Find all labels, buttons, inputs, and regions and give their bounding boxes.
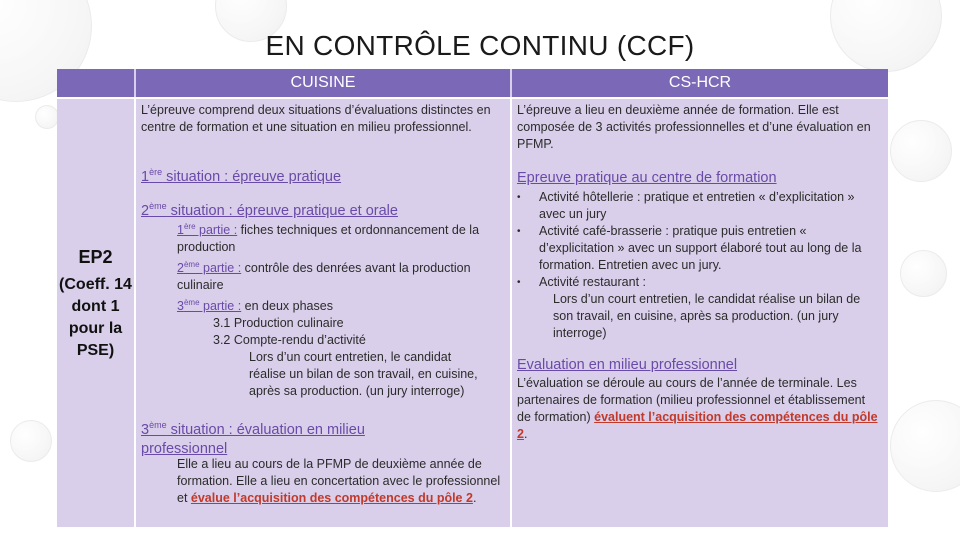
decor-bubble — [890, 120, 952, 182]
cuisine-situation-1: 1ère situation : épreuve pratique — [141, 167, 342, 185]
part-3-detail: Lors d’un court entretien, le candidat réalise un bilan de son travail, en cuisine, après sa production. (un jury interroge) — [249, 350, 478, 399]
decor-bubble — [10, 420, 52, 462]
header-cuisine: CUISINE — [136, 69, 510, 97]
cshcr-heading-2: Evaluation en milieu professionnel — [517, 357, 738, 373]
ep2-name: EP2 — [78, 247, 113, 267]
list-item: • Activité restaurant : Lors d’un court entretien, le candidat réalise un bilan de son travail, en cuisine, après sa production. (un jury interroge) — [517, 275, 861, 340]
column-divider — [510, 97, 512, 527]
ep2-coeff: (Coeff. 14 dont 1 pour la PSE) — [59, 276, 132, 359]
cshcr-activity-list — [517, 189, 881, 342]
decor-bubble — [900, 250, 947, 297]
page-title: EN CONTRÔLE CONTINU (CCF) — [265, 30, 695, 61]
bullet-icon: • — [517, 192, 521, 203]
bullet-icon: • — [517, 226, 521, 237]
part-3: 3ème partie : en deux phases — [177, 298, 333, 314]
part-3-1: 3.1 Production culinaire — [213, 316, 344, 331]
part-2: 2ème partie : contrôle des denrées avant la production culinaire — [177, 260, 471, 293]
list-item: • Activité café-brasserie : pratique puis entretien « d’explicitation » avec un support élaboré tout au long de la formation. Entretien avec un jury. — [517, 224, 862, 272]
bullet-icon: • — [517, 277, 521, 288]
header-cshcr: CS-HCR — [512, 69, 888, 97]
header-divider — [57, 97, 888, 99]
cuisine-situation-2-details — [177, 218, 507, 400]
decor-bubble — [890, 400, 960, 492]
ccf-table — [57, 69, 888, 527]
cshcr-intro: L’épreuve a lieu en deuxième année de formation. Elle est composée de 3 activités professionnelles et d’une évaluation en PFMP. — [517, 103, 871, 151]
header-empty — [57, 69, 134, 97]
ep2-label — [57, 247, 134, 362]
column-divider — [134, 97, 136, 527]
decor-bubble — [35, 105, 59, 129]
list-item: • Activité hôtellerie : pratique et entretien « d’explicitation » avec un jury — [517, 190, 855, 221]
cuisine-intro: L’épreuve comprend deux situations d’évaluations distinctes en centre de formation et une situation en milieu professionnel. — [141, 103, 491, 134]
cuisine-situation-3: 3ème situation : évaluation en milieu professionnel — [141, 420, 365, 457]
part-1: 1ère partie : fiches techniques et ordonnancement de la production — [177, 222, 480, 255]
cshcr-heading-1: Epreuve pratique au centre de formation — [517, 170, 777, 186]
cshcr-eval-text: L’évaluation se déroule au cours de l’année de terminale. Les partenaires de formation (milieu professionnel et établissement de formation) évaluent l’acquisition des compétences du pôle 2. — [517, 376, 878, 441]
cuisine-situation-3-text: Elle a lieu au cours de la PFMP de deuxième année de formation. Elle a lieu en concertation avec le professionnel et évalue l’acquisition des compétences du pôle 2. — [177, 457, 501, 505]
part-3-2: 3.2 Compte-rendu d’activité — [213, 333, 366, 348]
cuisine-situation-2: 2ème situation : épreuve pratique et orale — [141, 201, 398, 219]
